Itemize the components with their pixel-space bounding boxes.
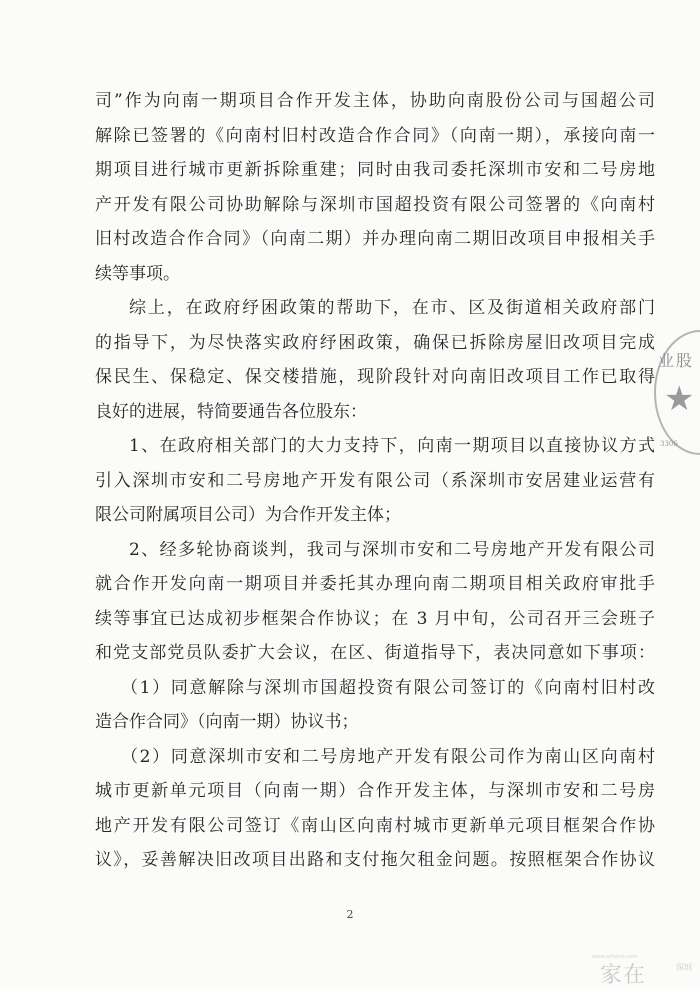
text-line: 限公司附属项目公司）为合作开发主体；	[95, 505, 401, 525]
page-number: 2	[346, 908, 354, 921]
text-line: 旧村改造合作合同》（向南二期）并办理向南二期旧改项目申报相关手	[95, 229, 655, 249]
seal-digits: 3306	[660, 440, 678, 448]
document-body	[95, 90, 655, 884]
text-line: 产开发有限公司协助解除与深圳市国超投资有限公司签署的《向南村	[95, 194, 655, 215]
text-line: 司”作为向南一期项目合作开发主体，协助向南股份公司与国超公司	[95, 91, 655, 111]
company-seal	[654, 330, 700, 455]
text-line: 和党支部党员队委扩大会议，在区、街道指导下，表决同意如下事项：	[95, 643, 655, 663]
text-line: 地产开发有限公司签订《南山区向南村城市更新单元项目框架合作协	[95, 815, 655, 836]
seal-text: 业股	[658, 351, 695, 370]
text-line: 解除已签署的《向南村旧村改造合作合同》（向南一期），承接向南一	[95, 125, 655, 146]
text-line: 综上，在政府纾困政策的帮助下，在市、区及街道相关政府部门	[129, 298, 655, 318]
text-line: 议》，妥善解决旧改项目出路和支付拖欠租金问题。按照框架合作协议	[95, 850, 655, 870]
text-line: 造合作合同》（向南一期）协议书；	[95, 712, 359, 732]
text-line: 的指导下，为尽快落实政府纾困政策，确保已拆除房屋旧改项目完成	[95, 332, 655, 353]
text-line: 1、在政府相关部门的大力支持下，向南一期项目以直接协议方式	[129, 436, 655, 456]
text-line: 良好的进展，特简要通告各位股东：	[95, 401, 367, 422]
watermark-subtext: 深圳	[676, 963, 692, 972]
text-line: 续等事项。	[95, 263, 180, 284]
watermark-url: www.szhome.com	[592, 954, 638, 960]
text-line: 期项目进行城市更新拆除重建；同时由我司委托深圳市安和二号房地	[95, 160, 655, 180]
text-line: 引入深圳市安和二号房地产开发有限公司（系深圳市安居建业运营有	[95, 470, 655, 491]
text-line: 城市更新单元项目（向南一期）合作开发主体，与深圳市安和二号房	[95, 781, 655, 801]
text-line: （1）同意解除与深圳市国超投资有限公司签订的《向南村旧村改	[121, 677, 655, 698]
text-line: （2）同意深圳市安和二号房地产开发有限公司作为南山区向南村	[121, 746, 655, 767]
text-line: 2、经多轮协商谈判，我司与深圳市安和二号房地产开发有限公司	[129, 539, 655, 560]
site-watermark	[592, 954, 700, 989]
text-line: 保民生、保稳定、保交楼措施，现阶段针对向南旧改项目工作已取得	[95, 367, 655, 387]
text-line: 续等事宜已达成初步框架合作协议；在 3 月中旬，公司召开三会班子	[95, 608, 655, 629]
text-line: 就合作开发向南一期项目并委托其办理向南二期项目相关政府审批手	[95, 574, 655, 594]
watermark-text: 家在	[600, 963, 647, 988]
star-icon: ★	[664, 379, 695, 419]
